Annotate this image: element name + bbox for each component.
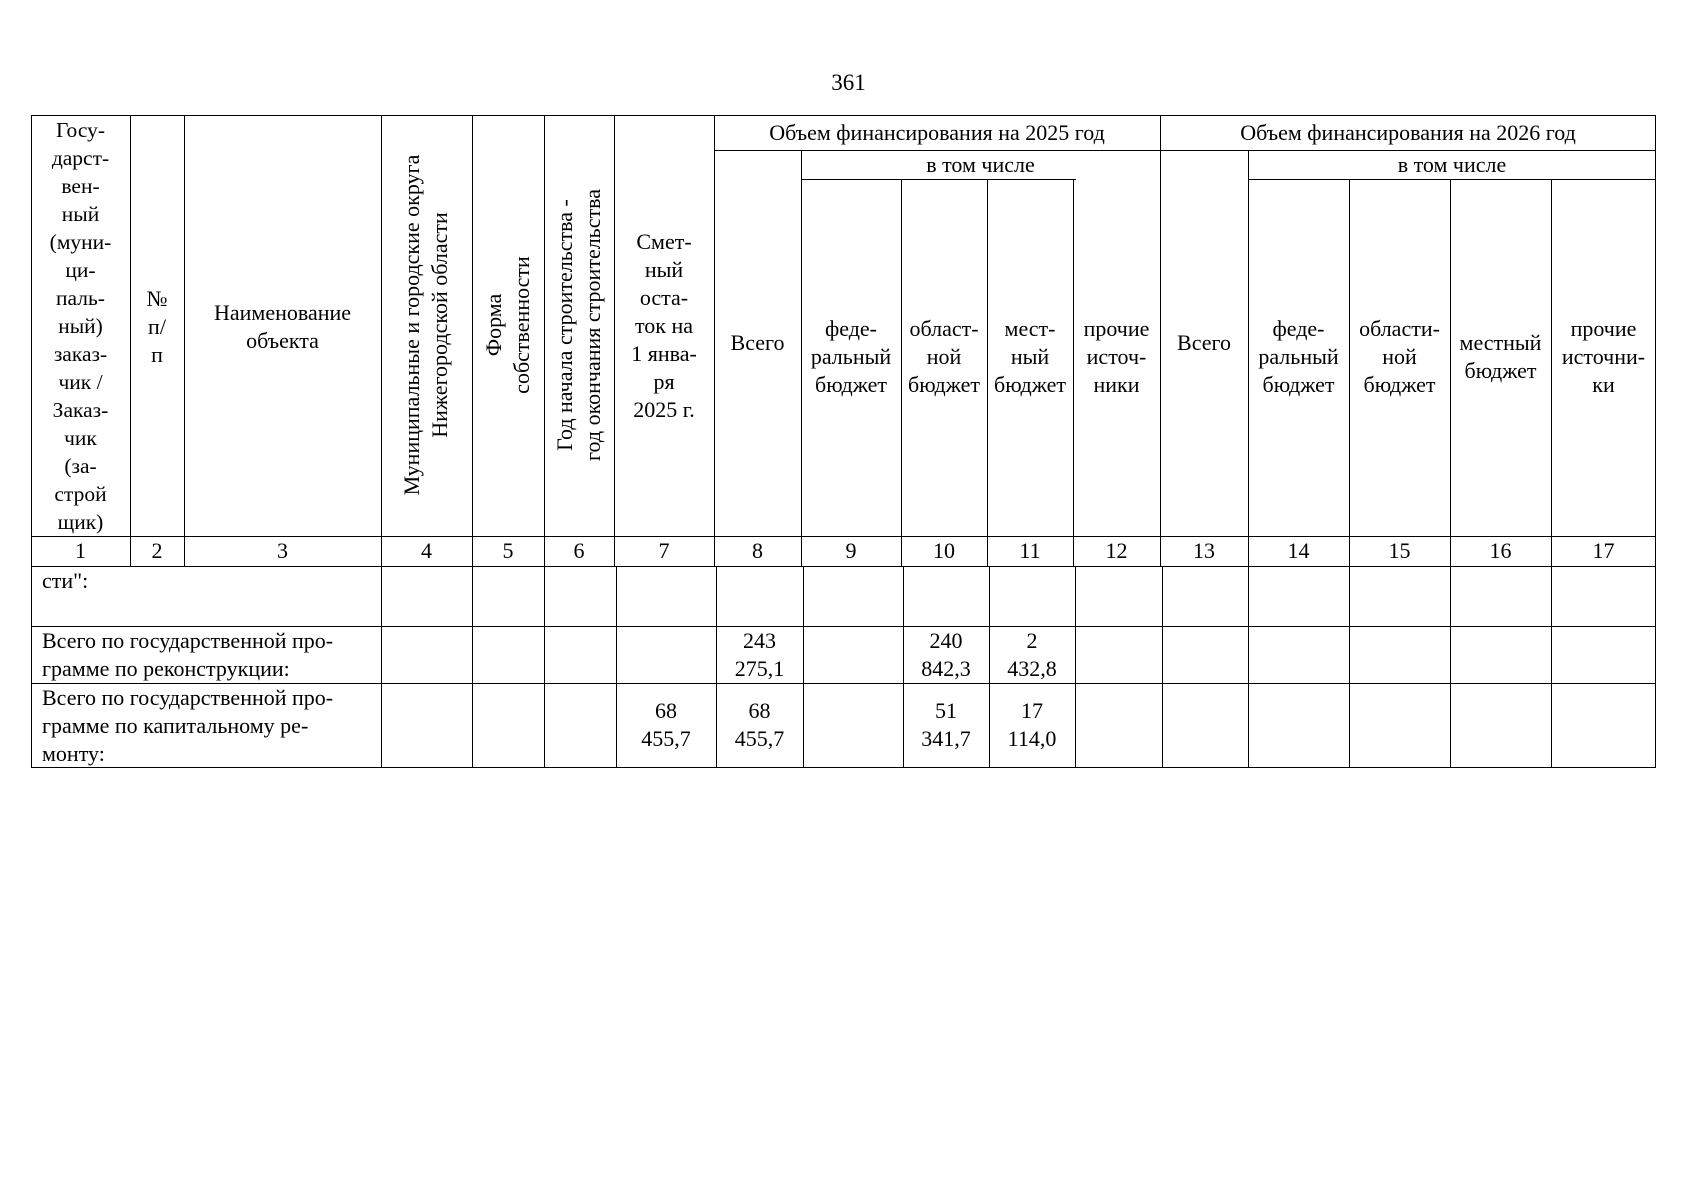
column-number: 1	[75, 538, 86, 563]
column-number: 11	[1019, 538, 1041, 563]
column-number: 15	[1388, 538, 1411, 563]
header-group-2026: Объем финансирования на 2026 год	[1240, 120, 1576, 145]
total-2025-value: 68 455,7	[734, 698, 785, 751]
rule	[381, 115, 382, 567]
header-local-2025: мест- ный бюджет	[994, 316, 1066, 397]
column-number: 6	[573, 538, 585, 563]
rule	[1248, 566, 1249, 768]
regional-2025-value: 51 341,7	[921, 698, 971, 751]
rule	[472, 566, 473, 768]
column-number: 10	[933, 538, 955, 563]
rule	[1075, 566, 1076, 768]
estimated-balance-value: 68 455,7	[641, 698, 691, 751]
header-including-2025: в том числе	[926, 152, 1035, 177]
rule	[544, 115, 545, 567]
rule	[1162, 566, 1163, 768]
rule	[1248, 179, 1656, 180]
row-label: сти":	[42, 568, 89, 593]
total-2025-value: 243 275,1	[734, 628, 785, 681]
header-other-2025: прочие источ- ники	[1083, 316, 1150, 397]
rule	[803, 566, 804, 768]
column-number: 9	[845, 538, 857, 563]
column-number: 3	[277, 538, 288, 563]
header-customer: Госу- дарст- вен- ный (муни- ци- паль- ный) заказ- чик / Заказ- чик (за- строй щик)	[49, 118, 112, 534]
header-regional-2025: област- ной бюджет	[908, 316, 980, 397]
header-number: № п/ п	[146, 286, 168, 367]
page-number: 361	[831, 70, 866, 95]
rule	[472, 115, 473, 567]
regional-2025-value: 240 842,3	[921, 628, 971, 681]
header-municipalities: Муниципальные и городские округа Нижегородской области	[399, 154, 452, 496]
rule	[1450, 566, 1451, 768]
header-regional-2026: области- ной бюджет	[1359, 316, 1440, 397]
rule	[381, 566, 382, 768]
header-total-2025: Всего	[730, 330, 785, 355]
local-2025-value: 2 432,8	[1007, 628, 1057, 681]
header-estimated-balance: Смет- ный оста- ток на 1 янва- ря 2025 г.	[631, 229, 697, 422]
header-federal-2025: феде- ральный бюджет	[810, 316, 892, 397]
column-number: 2	[151, 538, 163, 563]
column-number: 4	[421, 538, 432, 563]
header-including-2026: в том числе	[1397, 152, 1507, 177]
header-local-2026: местный бюджет	[1459, 330, 1542, 383]
row-label: Всего по государственной про- грамме по реконструкции:	[42, 628, 334, 681]
column-number: 14	[1287, 538, 1310, 563]
column-number: 7	[658, 538, 670, 563]
column-number: 12	[1105, 538, 1128, 563]
column-number: 17	[1592, 538, 1615, 563]
column-number: 13	[1193, 538, 1215, 563]
header-total-2026: Всего	[1177, 330, 1231, 355]
rule	[544, 566, 545, 768]
header-ownership: Форма собственности	[481, 256, 534, 394]
rule	[1349, 566, 1350, 768]
header-federal-2026: феде- ральный бюджет	[1258, 316, 1339, 397]
column-number: 8	[752, 538, 763, 563]
column-number: 16	[1489, 538, 1512, 563]
rule	[801, 179, 1076, 180]
header-construction-years: Год начала строительства - год окончания строительства	[552, 189, 605, 461]
header-other-2026: прочие источни- ки	[1561, 316, 1646, 397]
row-label: Всего по государственной про- грамме по капитальному ре- монту:	[42, 685, 334, 766]
rule	[1551, 566, 1552, 768]
header-group-2025: Объем финансирования на 2025 год	[769, 120, 1105, 145]
header-object-name: Наименование объекта	[213, 300, 352, 353]
local-2025-value: 17 114,0	[1007, 698, 1057, 751]
column-number: 5	[502, 538, 514, 563]
